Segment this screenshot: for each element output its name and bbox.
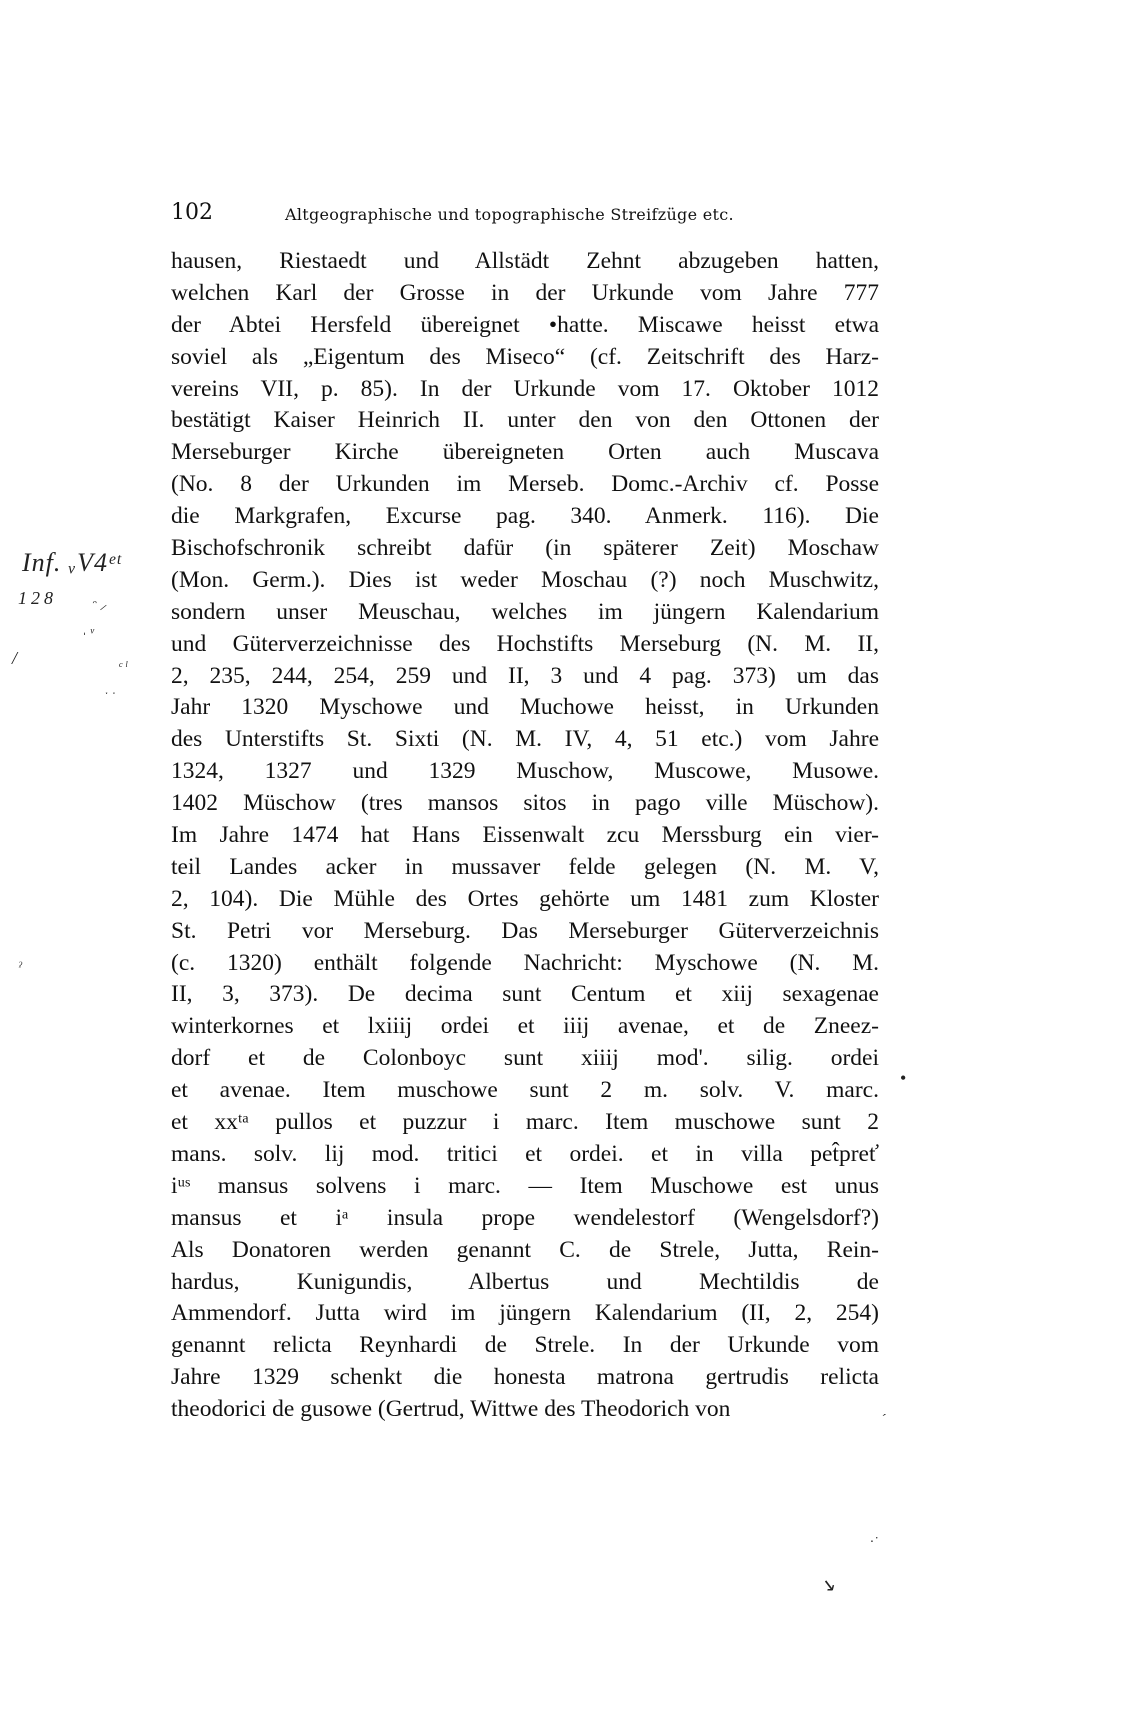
text-line: Als Donatoren werden genannt C. de Strele, Jutta, Rein-	[171, 1236, 879, 1263]
text-line: mans. solv. lij mod. tritici et ordei. et in villa pet̂preť	[171, 1140, 879, 1167]
text-line: vereins VII, p. 85). In der Urkunde vom 17. Oktober 1012	[171, 375, 879, 402]
text-line: genannt relicta Reynhardi de Strele. In der Urkunde vom	[171, 1332, 879, 1359]
text-line: Jahre 1329 schenkt die honesta matrona gertrudis relicta	[171, 1364, 879, 1391]
text-line: 1324, 1327 und 1329 Muschow, Muscowe, Musowe.	[171, 758, 879, 785]
stray-mark: ·˙	[870, 1535, 879, 1550]
text-line: 2, 104). Die Mühle des Ortes gehörte um 1481 zum Kloster	[171, 885, 879, 912]
text-line: II, 3, 373). De decima sunt Centum et xiij sexagenae	[171, 981, 879, 1008]
text-line: Ammendorf. Jutta wird im jüngern Kalendarium (II, 2, 254)	[171, 1300, 879, 1327]
text-line: St. Petri vor Merseburg. Das Merseburger Güterverzeichnis	[171, 917, 879, 944]
text-line: Merseburger Kirche übereigneten Orten auch Muscava	[171, 439, 879, 466]
text-line: bestätigt Kaiser Heinrich II. unter den von den Ottonen der	[171, 407, 879, 434]
handwritten-margin-note: ˑ ˑ	[104, 688, 116, 703]
text-line: 2, 235, 244, 254, 259 und II, 3 und 4 pag. 373) um das	[171, 662, 879, 689]
handwritten-margin-note: ᶜ ˡ	[118, 660, 128, 675]
running-title: Altgeographische und topographische Streifzüge etc.	[285, 205, 734, 224]
text-line: iᵘˢ mansus solvens i marc. — Item Muschowe est unus	[171, 1172, 879, 1199]
text-line: der Abtei Hersfeld übereignet •hatte. Miscawe heisst etwa	[171, 311, 879, 338]
text-line: mansus et iᵃ insula prope wendelestorf (Wengelsdorf?)	[171, 1204, 879, 1231]
text-line: Jahr 1320 Myschowe und Muchowe heisst, in Urkunden	[171, 694, 879, 721]
handwritten-margin-note: ˀ	[18, 960, 22, 975]
text-line: (c. 1320) enthält folgende Nachricht: Myschowe (N. M.	[171, 949, 879, 976]
text-line: winterkornes et lxiiij ordei et iiij avenae, et de Zneez-	[171, 1013, 879, 1040]
handwritten-margin-note: 128	[18, 588, 57, 608]
text-line: (Mon. Germ.). Dies ist weder Moschau (?) noch Muschwitz,	[171, 566, 879, 593]
page-header	[171, 200, 891, 230]
text-line: hardus, Kunigundis, Albertus und Mechtildis de	[171, 1268, 879, 1295]
stray-mark: ↘	[820, 1575, 836, 1595]
handwritten-margin-note: Inf. ᵥV4ᵉᵗ	[22, 548, 122, 577]
handwritten-margin-note: ᵔ ⸝	[92, 598, 107, 613]
text-line: des Unterstifts St. Sixti (N. M. IV, 4, 51 etc.) vom Jahre	[171, 726, 879, 753]
body-paragraph	[171, 246, 879, 1426]
text-line: et xxᵗᵃ pullos et puzzur i marc. Item muschowe sunt 2	[171, 1109, 879, 1136]
text-line: welchen Karl der Grosse in der Urkunde vom Jahre 777	[171, 279, 879, 306]
text-line: theodorici de gusowe (Gertrud, Wittwe des Theodorich von	[171, 1396, 731, 1423]
text-line: teil Landes acker in mussaver felde gelegen (N. M. V,	[171, 853, 879, 880]
stray-mark: •	[900, 1068, 907, 1088]
page-number: 102	[171, 200, 213, 225]
text-line: soviel als „Eigentum des Miseco“ (cf. Zeitschrift des Harz-	[171, 343, 879, 370]
handwritten-margin-note: /	[12, 648, 18, 668]
text-line: 1402 Müschow (tres mansos sitos in pago ville Müschow).	[171, 790, 879, 817]
text-line: sondern unser Meuschau, welches im jüngern Kalendarium	[171, 598, 879, 625]
text-line: (No. 8 der Urkunden im Merseb. Domc.-Archiv cf. Posse	[171, 471, 879, 498]
text-line: Im Jahre 1474 hat Hans Eissenwalt zcu Merssburg ein vier-	[171, 822, 879, 849]
stray-mark: ˏ	[882, 1402, 887, 1417]
text-line: et avenae. Item muschowe sunt 2 m. solv. V. marc.	[171, 1077, 879, 1104]
text-line: Bischofschronik schreibt dafür (in späterer Zeit) Moschaw	[171, 535, 879, 562]
text-line: dorf et de Colonboyc sunt xiiij mod'. silig. ordei	[171, 1045, 879, 1072]
text-line: und Güterverzeichnisse des Hochstifts Merseburg (N. M. II,	[171, 630, 879, 657]
handwritten-margin-note: ˌ ᵥ	[82, 620, 95, 636]
text-line: hausen, Riestaedt und Allstädt Zehnt abzugeben hatten,	[171, 248, 879, 274]
text-line: die Markgrafen, Excurse pag. 340. Anmerk. 116). Die	[171, 503, 879, 530]
